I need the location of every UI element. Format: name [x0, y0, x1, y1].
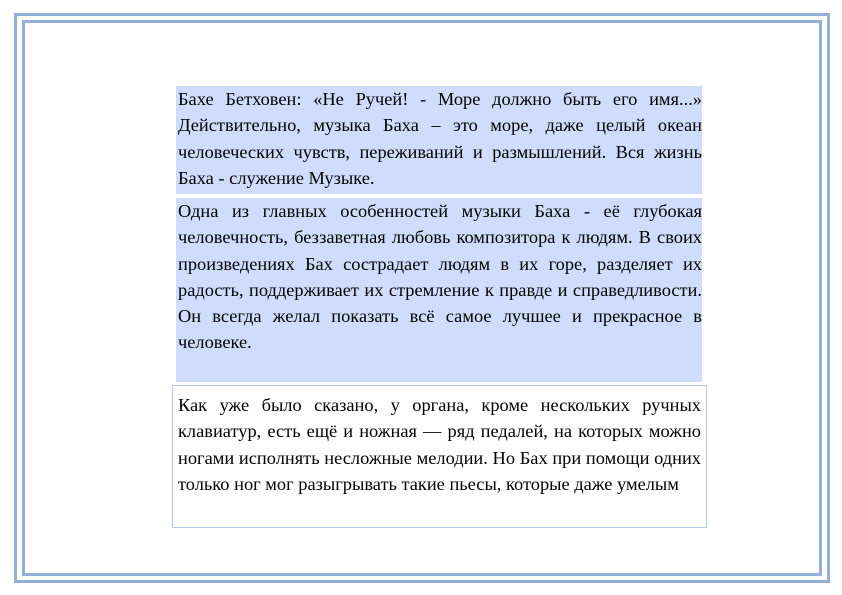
- paragraph-beethoven-quote: Бахе Бетховен: «Не Ручей! - Море должно быть его имя...» Действительно, музыка Баха – это море, даже целый океан человеческих чувств, переживаний и размышлений. Вся жизнь Баха - служение Музыке.: [178, 89, 702, 188]
- text-box-organ-pedals[interactable]: [172, 385, 707, 528]
- paragraph-humanity: Одна из главных особенностей музыки Баха - её глубокая человечность, беззаветная любовь композитора к людям. В своих произведениях Бах сострадает людям в их горе, разделяет их радость, поддерживает их стремление к правде и справедливости. Он всегда желал показать всё самое лучшее и прекрасное в человеке.: [178, 201, 702, 353]
- text-block-humanity: [176, 198, 702, 382]
- text-block-beethoven-quote: [176, 86, 702, 194]
- paragraph-organ-pedals: Как уже было сказано, у органа, кроме нескольких ручных клавиатур, есть ещё и ножная — ряд педалей, на которых можно ногами исполнять несложные мелодии. Но Бах при помощи одних только ног мог разыгрывать такие пьесы, которые даже умелым: [178, 395, 701, 494]
